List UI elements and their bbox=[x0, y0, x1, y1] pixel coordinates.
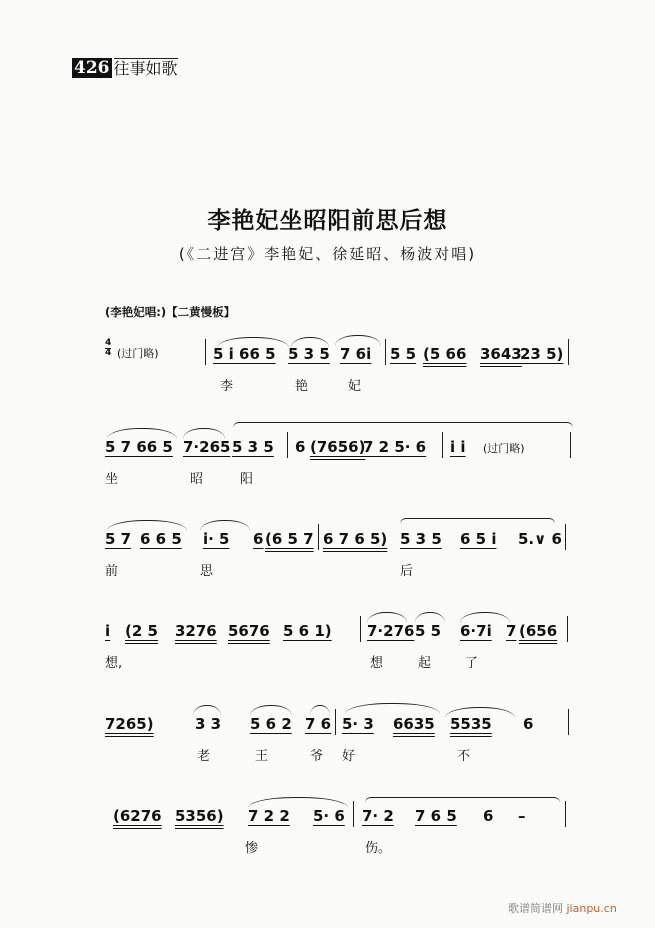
lyric: 不 bbox=[457, 749, 471, 764]
notes: 6 7 6 5) bbox=[323, 530, 388, 548]
barline bbox=[565, 801, 566, 827]
slur bbox=[365, 797, 560, 808]
barline bbox=[318, 524, 319, 550]
song-title: 李艳妃坐昭阳前思后想 bbox=[207, 207, 448, 234]
notes: 6635 bbox=[393, 715, 435, 733]
score-line-5 bbox=[105, 705, 580, 765]
notes: 5 7 66 5 bbox=[105, 438, 173, 456]
lyric: 想, bbox=[105, 656, 123, 671]
interlude-note: (过门略) bbox=[483, 442, 525, 455]
lyric: 后 bbox=[400, 564, 414, 579]
page-header bbox=[72, 58, 178, 78]
lyric: 好 bbox=[342, 749, 356, 764]
notes: (5 66 bbox=[423, 345, 467, 363]
barline bbox=[385, 339, 386, 365]
performance-note: (李艳妃唱:)【二黄慢板】 bbox=[105, 305, 236, 319]
notes: 7 6 bbox=[305, 715, 332, 733]
notes: 7 6i bbox=[340, 345, 372, 363]
slur bbox=[345, 703, 440, 714]
notes: 5 5 bbox=[415, 622, 442, 640]
notes: 5 6 1) bbox=[283, 622, 332, 640]
barline bbox=[287, 432, 288, 458]
lyric: 坐 bbox=[105, 472, 119, 487]
lyric: 李 bbox=[220, 379, 234, 394]
notes: (7656) bbox=[310, 438, 366, 456]
song-subtitle: (《二进宫》李艳妃、徐延昭、杨波对唱) bbox=[178, 245, 477, 263]
notes: 6 bbox=[483, 807, 494, 825]
notes: 7 6 5 bbox=[415, 807, 457, 825]
notes: 5 6 2 bbox=[250, 715, 292, 733]
barline bbox=[565, 524, 566, 550]
notes: (6 5 7 bbox=[265, 530, 314, 548]
lyric: 想 bbox=[370, 656, 384, 671]
lyric: 思 bbox=[200, 564, 214, 579]
lyric: 艳 bbox=[295, 379, 309, 394]
notes: 6 6 5 bbox=[140, 530, 182, 548]
lyric: 前 bbox=[105, 564, 119, 579]
notes: 6 5 i bbox=[460, 530, 497, 548]
notes: 5 i 66 5 bbox=[213, 345, 276, 363]
notes: i i bbox=[450, 438, 466, 456]
page-number: 426 bbox=[74, 58, 110, 78]
notes: 5 3 5 bbox=[400, 530, 442, 548]
notes: 5 7 bbox=[105, 530, 132, 548]
lyric: 老 bbox=[197, 749, 211, 764]
notes: – bbox=[518, 807, 526, 825]
barline bbox=[567, 616, 568, 642]
notes: 6 bbox=[295, 438, 306, 456]
notes: i bbox=[105, 622, 111, 640]
notes: 7· 2 bbox=[362, 807, 394, 825]
barline bbox=[568, 339, 569, 365]
notes: 5 5 bbox=[390, 345, 417, 363]
lyric: 妃 bbox=[348, 379, 362, 394]
notes: (656 bbox=[519, 622, 558, 640]
notes: 6 bbox=[253, 530, 264, 548]
notes: 3643 bbox=[480, 345, 522, 363]
notes: 7·276 bbox=[367, 622, 415, 640]
score-line-4 bbox=[105, 612, 580, 672]
notes: 7265) bbox=[105, 715, 154, 733]
site-watermark: 歌谱简谱网 jianpu.cn bbox=[508, 902, 617, 915]
notes: (2 5 bbox=[125, 622, 158, 640]
lyric: 惨 bbox=[245, 841, 259, 856]
lyric: 爷 bbox=[310, 749, 324, 764]
notes: (6276 bbox=[113, 807, 162, 825]
barline bbox=[205, 339, 206, 365]
notes: 7 2 5· 6 bbox=[363, 438, 427, 456]
notes: 23 5) bbox=[520, 345, 564, 363]
notes: 5 3 5 bbox=[288, 345, 330, 363]
score-line-6 bbox=[105, 797, 580, 857]
notes: 5.∨ 6 bbox=[518, 530, 562, 548]
notes: 5· 6 bbox=[313, 807, 345, 825]
notes: 5356) bbox=[175, 807, 224, 825]
book-title: 往事如歌 bbox=[113, 59, 178, 78]
notes: 3 3 bbox=[195, 715, 222, 733]
score-line-3 bbox=[105, 520, 580, 580]
notes: 5535 bbox=[450, 715, 492, 733]
notes: 5 3 5 bbox=[232, 438, 274, 456]
lyric: 阳 bbox=[240, 472, 254, 487]
notes: 3276 bbox=[175, 622, 217, 640]
lyric: 起 bbox=[418, 656, 432, 671]
time-signature: 4 4 bbox=[105, 338, 112, 358]
lyric: 伤。 bbox=[365, 841, 392, 856]
slur bbox=[233, 422, 573, 433]
barline bbox=[335, 709, 336, 735]
barline bbox=[360, 616, 361, 642]
barline bbox=[568, 709, 569, 735]
notes: 6·7i bbox=[460, 622, 492, 640]
slur bbox=[400, 518, 555, 529]
lyric: 王 bbox=[255, 749, 269, 764]
lyric: 了 bbox=[465, 656, 479, 671]
barline bbox=[570, 432, 571, 458]
notes: 5· 3 bbox=[342, 715, 374, 733]
notes: 7 bbox=[506, 622, 517, 640]
lyric: 昭 bbox=[190, 472, 204, 487]
score-line-1 bbox=[105, 335, 580, 395]
barline bbox=[353, 801, 354, 827]
notes: 6 bbox=[523, 715, 534, 733]
score-line-2 bbox=[105, 428, 580, 488]
notes: 5676 bbox=[228, 622, 270, 640]
notes: 7·265 bbox=[183, 438, 231, 456]
prelude-note: (过门略) bbox=[117, 347, 159, 360]
barline bbox=[442, 432, 443, 458]
notes: i· 5 bbox=[203, 530, 230, 548]
notes: 7 2 2 bbox=[248, 807, 290, 825]
